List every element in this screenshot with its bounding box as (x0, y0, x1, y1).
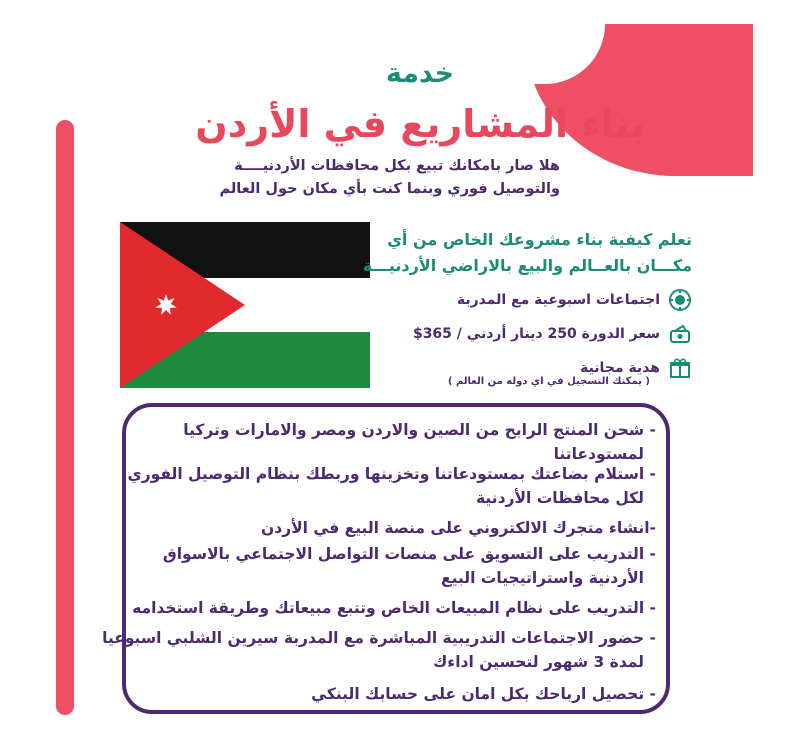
bullet-line: - شحن المنتج الرابح من الصين والاردن ومصر والامارات وتركيا (183, 421, 656, 439)
subtitle-line-1: هلا صار بامكانك تبيع بكل محافظات الأردنيــــة (234, 158, 560, 174)
bullet-item (261, 516, 656, 540)
bullet-item (128, 462, 657, 510)
header-word: خدمة (385, 58, 455, 89)
bullet-line: الأردنية واستراتيجيات البيع (441, 569, 644, 587)
feature-label: سعر الدورة 250 دينار أردني / 365$ (412, 326, 660, 342)
bullet-line: لكل محافظات الأردنية (476, 489, 644, 507)
jordan-flag-icon (120, 222, 370, 388)
learn-line-1: تعلم كيفية بناء مشروعك الخاص من أي (387, 230, 692, 249)
decorative-corner-shape (525, 24, 753, 176)
bullet-line: - حضور الاجتماعات التدريبية المباشرة مع المدربة سيرين الشلبي اسبوعيا (102, 629, 656, 647)
bullet-item (183, 418, 656, 466)
decorative-left-bar (56, 120, 74, 715)
bullet-line: لمدة 3 شهور لتحسين اداءك (433, 653, 644, 671)
feature-course-price (413, 322, 692, 346)
subtitle-line-2: والتوصيل فوري وبنما كنت بأي مكان حول العالم (219, 181, 560, 197)
bullet-line: - التدريب على التسويق على منصات التواصل الاجتماعي بالاسواق (162, 545, 656, 563)
bullet-item (132, 596, 656, 620)
learn-line-2: مكـــان بالعــالم والبيع بالاراضي الأردنيـــة (362, 256, 692, 275)
bullet-line: - تحصيل ارباحك بكل امان على حسابك البنكي (311, 685, 656, 703)
feature-label: اجتماعات اسبوعية مع المدربة (456, 292, 660, 308)
feature-weekly-meetings (457, 288, 692, 312)
gift-icon (668, 356, 692, 380)
bullet-line: - التدريب على نظام المبيعات الخاص وتتبع مبيعاتك وطريقة استخدامه (132, 599, 656, 617)
bullet-line: لمستودعاتنا (553, 445, 644, 463)
bullet-line: -انشاء متجرك الالكتروني على منصة البيع في الأردن (261, 519, 656, 537)
page-title: بناء المشاريع في الأردن (195, 102, 645, 146)
money-icon (668, 322, 692, 346)
feature-label: هدية مجانية (580, 360, 660, 376)
gift-note: ( يمكنك التسجيل في اي دوله من العالم ) (447, 376, 650, 387)
bullet-item (163, 542, 656, 590)
bullet-item (311, 682, 656, 706)
bullet-line: - استلام بضاعتك بمستودعاتنا وتخزينها وربطك بنظام التوصيل الفوري (127, 465, 656, 483)
bullet-item (102, 626, 656, 674)
meeting-icon (668, 288, 692, 312)
